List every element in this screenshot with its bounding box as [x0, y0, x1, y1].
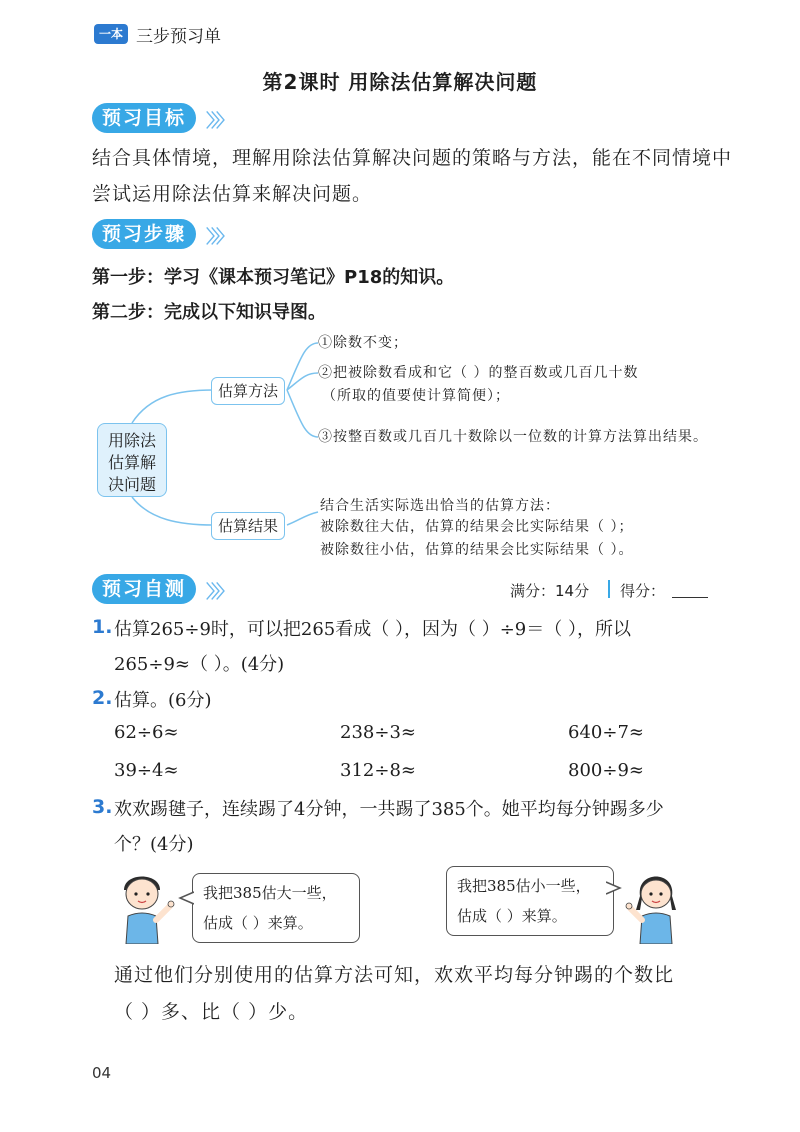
mindmap-center-line1: 用除法	[107, 431, 156, 450]
boy-speech-bubble	[192, 873, 360, 943]
mindmap-method-2-line1: ②把被除数看成和它（ ）的整百数或几百几十数	[318, 365, 639, 381]
score-full: 满分：14分	[510, 582, 590, 600]
series-name: 三步预习单	[136, 27, 221, 47]
question-2-number: 2.	[92, 687, 113, 709]
girl-speech-line2: 估成（ ）来算。	[457, 907, 567, 925]
girl-illustration	[622, 866, 694, 944]
question-1-number: 1.	[92, 616, 113, 638]
question-3-line1: 欢欢踢毽子，连续踢了4分钟，一共踢了385个。她平均每分钟踢多少	[114, 799, 664, 820]
mindmap-center	[97, 423, 167, 497]
mindmap-result-line3: 被除数往小估，估算的结果会比实际结果（ ）。	[320, 542, 634, 558]
calc-item: 640÷7≈	[568, 722, 644, 743]
calc-item: 312÷8≈	[340, 760, 416, 781]
mindmap-method-3: ③按整百数或几百几十数除以一位数的计算方法算出结果。	[318, 429, 708, 445]
question-3-line2: 个？(4分)	[114, 834, 194, 855]
conclusion-line1: 通过他们分别使用的估算方法可知，欢欢平均每分钟踢的个数比	[114, 964, 675, 986]
step-two: 第二步：完成以下知识导图。	[92, 302, 326, 323]
goal-text-line2: 尝试运用除法估算来解决问题。	[92, 183, 373, 205]
step-one: 第一步：学习《课本预习笔记》P18的知识。	[92, 267, 455, 288]
section-steps-label: 预习步骤	[92, 219, 196, 249]
section-goal-label: 预习目标	[92, 103, 196, 133]
mindmap-method-1: ①除数不变；	[318, 335, 408, 351]
page-number: 04	[92, 1064, 112, 1082]
page-title: 第2课时 用除法估算解决问题	[262, 70, 538, 94]
chevron-right-icon: 〉〉〉	[206, 111, 230, 132]
mindmap-center-line3: 决问题	[107, 475, 156, 494]
question-2-title: 估算。(6分)	[114, 690, 212, 711]
conclusion-line2: （ ）多、比（ ）少。	[114, 1001, 309, 1023]
mindmap-method-2-line2: （所取的值要使计算简便）；	[322, 388, 510, 404]
chevron-right-icon: 〉〉〉	[206, 582, 230, 603]
calc-item: 62÷6≈	[114, 722, 179, 743]
question-1-line2: 265÷9≈（ ）。(4分)	[114, 654, 285, 675]
calc-item: 238÷3≈	[340, 722, 416, 743]
boy-illustration	[110, 868, 180, 944]
calc-item: 39÷4≈	[114, 760, 179, 781]
question-3-number: 3.	[92, 796, 113, 818]
girl-speech-line1: 我把385估小一些，	[457, 877, 591, 895]
bubble-tail	[178, 890, 194, 906]
question-1-line1: 估算265÷9时，可以把265看成（ ），因为（ ）÷9＝（ ），所以	[114, 619, 631, 640]
section-test-label: 预习自测	[92, 574, 196, 604]
bubble-tail	[606, 880, 622, 896]
score-blank[interactable]	[672, 597, 708, 598]
goal-text-line1: 结合具体情境，理解用除法估算解决问题的策略与方法，能在不同情境中	[92, 147, 733, 169]
chevron-right-icon: 〉〉〉	[206, 227, 230, 248]
score-get: 得分：	[620, 582, 666, 600]
calc-item: 800÷9≈	[568, 760, 644, 781]
mindmap-center-line2: 估算解	[107, 453, 156, 472]
mindmap-result-line2: 被除数往大估，估算的结果会比实际结果（ ）；	[320, 519, 634, 535]
boy-speech-line2: 估成（ ）来算。	[203, 914, 313, 932]
mindmap-branch-result: 估算结果	[211, 512, 285, 540]
mindmap-branch-method: 估算方法	[211, 377, 285, 405]
girl-speech-bubble	[446, 866, 614, 936]
brand-logo: 一本	[94, 24, 128, 44]
mindmap-result-line1: 结合生活实际选出恰当的估算方法：	[320, 498, 560, 514]
score-divider	[608, 580, 610, 598]
boy-speech-line1: 我把385估大一些，	[203, 884, 337, 902]
